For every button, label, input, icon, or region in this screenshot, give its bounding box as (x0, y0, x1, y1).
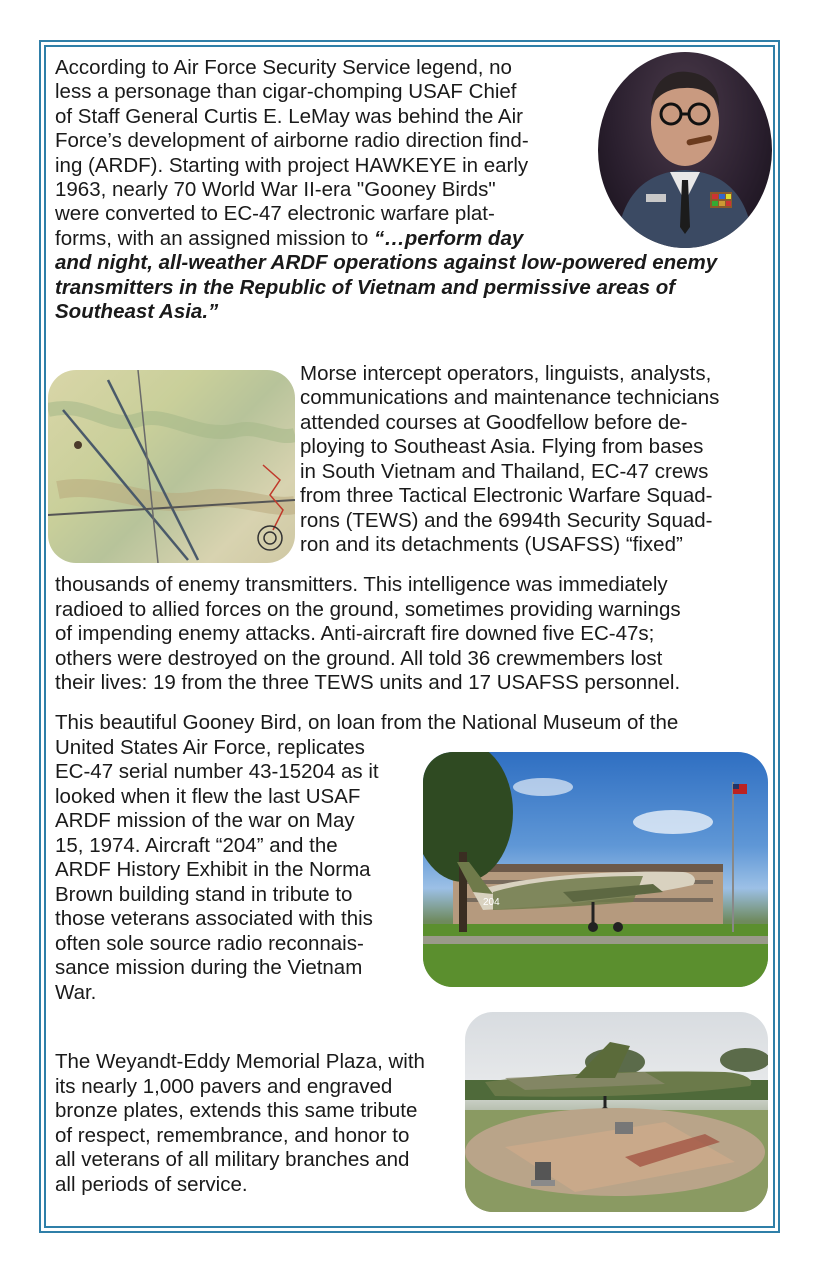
paragraph-crews-line-11: of impending enemy attacks. Anti-aircraft fire downed five EC-47s; (55, 622, 655, 645)
mission-quote-line-1: and night, all-weather ARDF operations against low-powered enemy (55, 251, 718, 274)
paragraph-gooney-line-5: ARDF mission of the war on May (55, 809, 355, 832)
paragraph-gooney-line-8: Brown building stand in tribute to (55, 883, 353, 906)
tail-number-204: 204 (483, 897, 500, 908)
paragraph-crews-line-5: in South Vietnam and Thailand, EC-47 crews (300, 460, 709, 483)
paragraph-gooney-line-11: sance mission during the Vietnam (55, 956, 363, 979)
paragraph-crews-line-13: their lives: 19 from the three TEWS units and 17 USAFSS personnel. (55, 671, 681, 694)
paragraph-lemay-line-8 (55, 227, 523, 251)
paragraph-gooney-line-2: United States Air Force, replicates (55, 736, 365, 759)
paragraph-crews-line-1: Morse intercept operators, linguists, analysts, (300, 362, 712, 385)
paragraph-crews-line-3: attended courses at Goodfellow before de- (300, 411, 688, 434)
paragraph-crews-line-2: communications and maintenance technicians (300, 386, 720, 409)
paragraph-lemay-line-1: According to Air Force Security Service legend, no (55, 56, 512, 79)
ardf-map-image (48, 370, 295, 563)
paragraph-lemay-line-3: of Staff General Curtis E. LeMay was behind the Air (55, 105, 523, 128)
paragraph-gooney-line-4: looked when it flew the last USAF (55, 785, 361, 808)
lemay-portrait-image (598, 52, 772, 248)
paragraph-crews-line-4: ploying to Southeast Asia. Flying from bases (300, 435, 704, 458)
paragraph-lemay-line-6: 1963, nearly 70 World War II-era "Gooney Birds" (55, 178, 496, 201)
paragraph-plaza-line-5: all veterans of all military branches and (55, 1148, 410, 1171)
mission-quote-line-2: transmitters in the Republic of Vietnam and permissive areas of (55, 276, 676, 299)
paragraph-gooney-line-9: those veterans associated with this (55, 907, 373, 930)
paragraph-lemay-line-5: ing (ARDF). Starting with project HAWKEYE in early (55, 154, 529, 177)
paragraph-lemay-line-7: were converted to EC-47 electronic warfare plat- (55, 202, 495, 225)
paragraph-plaza-line-2: its nearly 1,000 pavers and engraved (55, 1075, 393, 1098)
paragraph-crews-line-6: from three Tactical Electronic Warfare Squad- (300, 484, 713, 507)
paragraph-lemay-line-4: Force’s development of airborne radio direction find- (55, 129, 529, 152)
paragraph-lemay-line-2: less a personage than cigar-chomping USAF Chief (55, 80, 517, 103)
paragraph-gooney-line-6: 15, 1974. Aircraft “204” and the (55, 834, 338, 857)
paragraph-plaza-line-6: all periods of service. (55, 1173, 248, 1196)
paragraph-plaza-line-4: of respect, remembrance, and honor to (55, 1124, 410, 1147)
paragraph-crews-line-9: thousands of enemy transmitters. This intelligence was immediately (55, 573, 668, 596)
paragraph-crews-line-8: ron and its detachments (USAFSS) “fixed” (300, 533, 683, 556)
paragraph-gooney-line-7: ARDF History Exhibit in the Norma (55, 858, 371, 881)
paragraph-crews-line-10: radioed to allied forces on the ground, sometimes providing warnings (55, 598, 681, 621)
paragraph-gooney-line-3: EC-47 serial number 43-15204 as it (55, 760, 379, 783)
paragraph-gooney-line-1: This beautiful Gooney Bird, on loan from the National Museum of the (55, 711, 679, 734)
mission-quote-line-3: Southeast Asia.” (55, 300, 219, 323)
memorial-plaza-image (465, 1012, 768, 1212)
mission-quote-start: “…perform day (374, 227, 524, 250)
mission-lead-in: forms, with an assigned mission to (55, 227, 375, 250)
paragraph-plaza-line-3: bronze plates, extends this same tribute (55, 1099, 418, 1122)
paragraph-gooney-line-10: often sole source radio reconnais- (55, 932, 364, 955)
paragraph-plaza-line-1: The Weyandt-Eddy Memorial Plaza, with (55, 1050, 425, 1073)
paragraph-crews-line-12: others were destroyed on the ground. All told 36 crewmembers lost (55, 647, 663, 670)
paragraph-gooney-line-12: War. (55, 981, 97, 1004)
ec47-aircraft-image (423, 752, 768, 987)
paragraph-crews-line-7: rons (TEWS) and the 6994th Security Squad- (300, 509, 713, 532)
